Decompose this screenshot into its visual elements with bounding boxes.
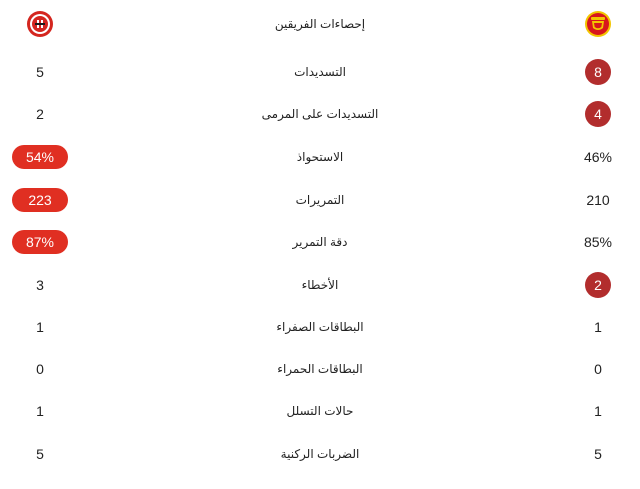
home-stat-cell [572,57,624,87]
stat-row [0,312,640,342]
stats-header [0,9,640,39]
away-stat-value: 223 [12,188,68,212]
home-team-logo [572,9,624,39]
home-stat-cell [572,396,624,426]
home-stat-cell [572,227,624,257]
away-stat-value: 2 [36,106,44,122]
home-stat-cell [572,185,624,215]
away-stat-value: 5 [36,64,44,80]
away-stat-value: 3 [36,277,44,293]
away-stat-cell [14,439,66,469]
home-stat-value: 1 [594,319,602,335]
stat-label: الأخطاء [301,278,339,292]
stat-row [0,396,640,426]
away-stat-value: 54% [12,145,68,169]
away-stat-cell [14,354,66,384]
stat-row [0,185,640,215]
home-stat-value: 46% [583,149,613,165]
stat-label: دقة التمرير [292,235,348,249]
home-stat-cell [572,312,624,342]
away-stat-cell [14,142,66,172]
stat-row [0,439,640,469]
home-stat-value: 210 [586,192,610,208]
away-stat-value: 1 [36,403,44,419]
brentford-crest-icon [26,10,54,38]
home-stat-value: 1 [594,403,602,419]
away-stat-cell [14,227,66,257]
stat-label: حالات التسلل [286,404,354,418]
away-stat-cell [14,185,66,215]
stat-row [0,142,640,172]
home-stat-cell [572,354,624,384]
stat-row [0,227,640,257]
home-stat-value: 4 [585,101,611,127]
away-stat-value: 0 [36,361,44,377]
home-stat-cell [572,270,624,300]
away-stat-cell [14,270,66,300]
stat-label: الاستحواذ [296,150,344,164]
home-stat-cell [572,99,624,129]
away-stat-cell [14,396,66,426]
home-stat-cell [572,439,624,469]
home-stat-value: 8 [585,59,611,85]
away-stat-value: 1 [36,319,44,335]
stat-label: الضربات الركنية [280,447,360,461]
stat-label: البطاقات الحمراء [277,362,363,376]
away-stat-cell [14,99,66,129]
stat-label: التسديدات [294,65,346,79]
home-stat-cell [572,142,624,172]
away-stat-value: 87% [12,230,68,254]
stat-label: البطاقات الصفراء [276,320,364,334]
stat-row [0,354,640,384]
stat-label: التمريرات [295,193,345,207]
home-stat-value: 5 [594,446,602,462]
stat-row [0,99,640,129]
home-stat-value: 2 [585,272,611,298]
home-stat-value: 0 [594,361,602,377]
stats-title: إحصاءات الفريقين [274,17,366,31]
home-stat-value: 85% [583,234,613,250]
away-stat-cell [14,57,66,87]
stat-row [0,57,640,87]
stat-row [0,270,640,300]
away-team-logo [14,9,66,39]
away-stat-cell [14,312,66,342]
away-stat-value: 5 [36,446,44,462]
stat-label: التسديدات على المرمى [261,107,379,121]
manchester-united-crest-icon [584,10,612,38]
